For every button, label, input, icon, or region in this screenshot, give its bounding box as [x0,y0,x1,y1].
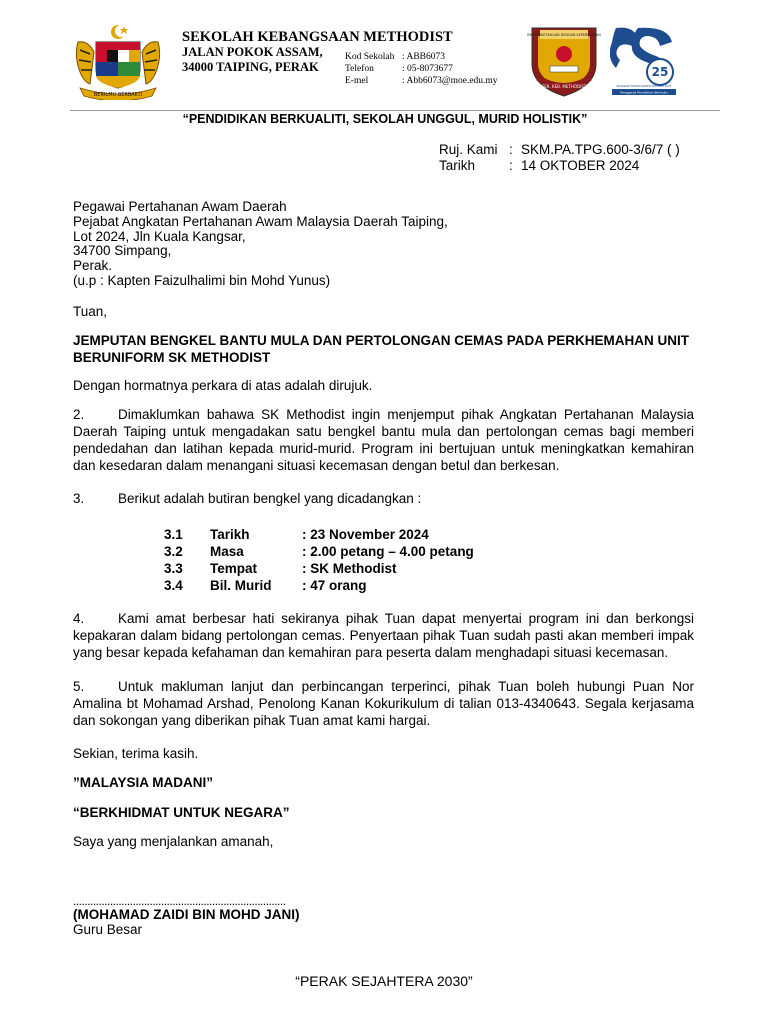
contact-row: Telefon : 05-8073677 [345,64,453,74]
school-address [182,45,323,75]
detail-row: 3.1 Tarikh : 23 November 2024 [164,527,429,542]
address-line-1: JALAN POKOK ASSAM, [182,45,323,59]
ts25-programme-logo [610,24,678,96]
signatory-title: Guru Besar [73,922,143,937]
closing-thanks: Sekian, terima kasih. [73,746,199,761]
salutation: Tuan, [73,304,108,319]
date-row: Tarikh : 14 OKTOBER 2024 [439,158,640,173]
header-divider [70,110,720,111]
reference-block [439,142,680,174]
school-badge-top-text: BERPENGETAHUAN DENGAN KEPERCAYAAN [527,33,601,37]
paragraph-5: 5. Untuk makluman lanjut dan perbincangan terperinci, pihak Tuan boleh hubungi Puan Nor Amalina bt Mohamad Arshad, Penolong Kanan Kokurikulum di talian 013-4340643. Segala kerjasama dan sokongan yang diberikan pihak Tuan amat kami hargai. [73,679,694,728]
crest-banner-text: BERILMU BERBAKTI [93,92,143,98]
ts25-caption: PROGRAM TRANSFORMASI SEKOLAH 2025 [616,85,672,88]
detail-row: 3.3 Tempat : SK Methodist [164,561,397,576]
footer-slogan: “PERAK SEJAHTERA 2030” [295,973,473,989]
slogan-malaysia-madani: ”MALAYSIA MADANI” [73,775,214,790]
reference-row: Ruj. Kami : SKM.PA.TPG.600-3/6/7 ( ) [439,142,680,157]
slogan-berkhidmat: “BERKHIDMAT UNTUK NEGARA” [73,805,290,820]
address-line-2: 34000 TAIPING, PERAK [182,60,319,74]
detail-row: 3.4 Bil. Murid : 47 orang [164,578,367,593]
ts25-subcaption: Penggerak Pendidikan Bermutu [620,90,668,95]
paragraph-4: 4. Kami amat berbesar hati sekiranya pihak Tuan dapat menyertai program ini dan berkongsi kepakaran dalam bidang pertolongan cemas. Penyertaan pihak Tuan sudah pasti akan memberi impak yang besar kepada kefahaman dan kemahiran para peserta dalam menghadapi situasi kecemasan. [73,611,694,660]
signatory-name: (MOHAMAD ZAIDI BIN MOHD JANI) [73,907,300,922]
workshop-details [164,526,474,594]
ts25-number: 25 [651,65,669,79]
contact-block [345,51,498,87]
school-motto: “PENDIDIKAN BERKUALITI, SEKOLAH UNGGUL, MURID HOLISTIK” [182,112,588,126]
signature-line: ........................................................................... [73,894,286,908]
letter-subject: JEMPUTAN BENGKEL BANTU MULA DAN PERTOLONGAN CEMAS PADA PERKHEMAHAN UNIT BERUNIFORM SK METHODIST [73,333,690,365]
paragraph-3: 3. Berikut adalah butiran bengkel yang dicadangkan : [73,491,422,506]
detail-row: 3.2 Masa : 2.00 petang – 4.00 petang [164,544,474,559]
contact-row: E-mel : Abb6073@moe.edu.my [345,76,498,86]
contact-row: Kod Sekolah : ABB6073 [345,52,446,62]
opening-line: Dengan hormatnya perkara di atas adalah dirujuk. [73,378,373,393]
paragraph-2: 2. Dimaklumkan bahawa SK Methodist ingin menjemput pihak Angkatan Pertahanan Malaysia Daerah Taiping untuk mengadakan satu bengkel bantu mula dan pertolongan cemas bagi memberi pendedahan dan latihan kepada murid-murid. Program ini bertujuan untuk meningkatkan kemahiran dan kesedaran dalam menangani situasi kecemasan dengan betul dan berkesan. [73,407,694,473]
closing-trust: Saya yang menjalankan amanah, [73,834,274,849]
coat-of-arms-logo [72,22,164,100]
school-badge-bottom-text: SEK. KEB. METHODIST [541,84,587,89]
school-name: SEKOLAH KEBANGSAAN METHODIST [182,29,453,45]
school-badge-logo [526,22,602,98]
recipient-address: Pegawai Pertahanan Awam Daerah Pejabat Angkatan Pertahanan Awam Malaysia Daerah Taiping, Lot 2024, Jln Kuala Kangsar, 34700 Simpang, Perak. (u.p : Kapten Faizulhalimi bin Mohd Yunus) [73,199,448,288]
